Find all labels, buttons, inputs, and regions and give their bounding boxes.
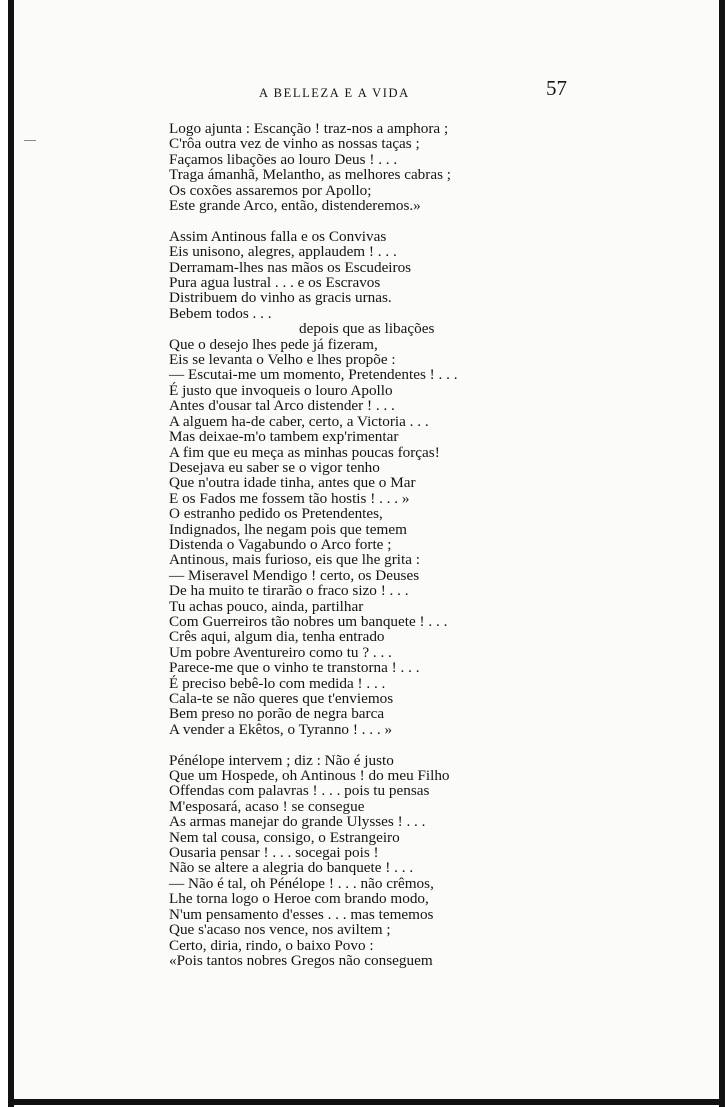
poem-text <box>169 121 499 984</box>
verse-line: Nem tal cousa, consigo, o Estrangeiro <box>169 828 400 846</box>
verse-line: Pénélope intervem ; diz : Não é justo <box>169 751 394 769</box>
verse-line: «Pois tantos nobres Gregos não conseguem <box>169 951 433 969</box>
verse-line: Bem preso no porão de negra barca <box>169 705 385 723</box>
verse-line: Distribuem do vinho as gracis urnas. <box>169 289 392 307</box>
verse-line: Que um Hospede, oh Antinous ! do meu Filho <box>169 767 450 785</box>
verse-line: Antinous, mais furioso, eis que lhe grita : <box>169 551 420 569</box>
verse-line: Cala-te se não queres que t'enviemos <box>169 690 394 708</box>
verse-line: Derramam-lhes nas mãos os Escudeiros <box>169 258 412 276</box>
verse-line: Bebem todos . . . <box>169 304 272 322</box>
verse-line: Offendas com palavras ! . . . pois tu pensas <box>169 782 430 800</box>
verse-line: — Miseravel Mendigo ! certo, os Deuses <box>169 566 420 584</box>
verse-line: Que s'acaso nos vence, nos aviltem ; <box>169 921 391 939</box>
running-title: A BELLEZA E A VIDA <box>259 86 410 100</box>
verse-line: É preciso bebê-lo com medida ! . . . <box>169 674 386 692</box>
verse-line: Certo, diria, rindo, o baixo Povo : <box>169 936 374 954</box>
verse-line: C'rôa outra vez de vinho as nossas taças ; <box>169 135 420 153</box>
verse-line: As armas manejar do grande Ulysses ! . . . <box>169 813 426 831</box>
verse-line: Tu achas pouco, ainda, partilhar <box>169 597 364 615</box>
verse-line: Ousaria pensar ! . . . socegai pois ! <box>169 844 379 862</box>
verse-line: Parece-me que o vinho te transtorna ! . . . <box>169 659 420 677</box>
verse-line: A fim que eu meça as minhas poucas forças! <box>169 443 440 461</box>
verse-line: E os Fados me fossem tão hostis ! . . . » <box>169 489 410 507</box>
verse-line: Com Guerreiros tão nobres um banquete ! . . . <box>169 612 448 630</box>
verse-line: Traga ámanhã, Melantho, as melhores cabras ; <box>169 166 452 184</box>
verse-line: Antes d'ousar tal Arco distender ! . . . <box>169 397 395 415</box>
verse-line: M'esposará, acaso ! se consegue <box>169 797 365 815</box>
verse-line: Mas deixae-m'o tambem exp'rimentar <box>169 428 399 446</box>
verse-line: Não se altere a alegria do banquete ! . . . <box>169 859 414 877</box>
verse-line: Um pobre Aventureiro como tu ? . . . <box>169 643 392 661</box>
verse-line: De ha muito te tirarão o fraco sizo ! . . . <box>169 582 409 600</box>
stanza-3 <box>169 753 499 969</box>
scan-border-bottom <box>8 1099 725 1105</box>
verse-line: N'um pensamento d'esses . . . mas tememos <box>169 905 434 923</box>
verse-line: A vender a Ekêtos, o Tyranno ! . . . » <box>169 720 393 738</box>
verse-line: — Escutai-me um momento, Pretendentes ! . . . <box>169 366 458 384</box>
verse-line: Distenda o Vagabundo o Arco forte ; <box>169 535 392 553</box>
verse-line-indented: depois que as libações <box>299 320 435 338</box>
stanza-1 <box>169 121 499 213</box>
verse-line: Que n'outra idade tinha, antes que o Mar <box>169 474 416 492</box>
stanza-2 <box>169 229 499 737</box>
verse-line: É justo que invoqueis o louro Apollo <box>169 381 393 399</box>
verse-line: Logo ajunta : Escanção ! traz-nos a amphora ; <box>169 120 449 137</box>
verse-line: Indignados, lhe negam pois que temem <box>169 520 407 538</box>
verse-line: Assim Antinous falla e os Convivas <box>169 227 387 245</box>
verse-line: Este grande Arco, então, distenderemos.» <box>169 197 421 215</box>
scan-border-right <box>719 0 725 1107</box>
verse-line: Pura agua lustral . . . e os Escravos <box>169 274 381 292</box>
verse-line: Lhe torna logo o Heroe com brando modo, <box>169 890 429 908</box>
margin-mark <box>24 140 36 141</box>
verse-line: Crês aqui, algum dia, tenha entrado <box>169 628 385 646</box>
verse-line: Os coxões assaremos por Apollo; <box>169 181 372 199</box>
verse-line: Desejava eu saber se o vigor tenho <box>169 458 380 476</box>
verse-line: A alguem ha-de caber, certo, a Victoria . . . <box>169 412 429 430</box>
verse-line: Eis unisono, alegres, applaudem ! . . . <box>169 243 397 261</box>
verse-line: Eis se levanta o Velho e lhes propõe : <box>169 351 396 369</box>
verse-line: O estranho pedido os Pretendentes, <box>169 505 383 523</box>
verse-line: — Não é tal, oh Pénélope ! . . . não crêmos, <box>169 874 434 892</box>
page-number: 57 <box>546 76 567 100</box>
verse-line: Que o desejo lhes pede já fizeram, <box>169 335 378 353</box>
verse-line: Façamos libações ao louro Deus ! . . . <box>169 150 398 168</box>
